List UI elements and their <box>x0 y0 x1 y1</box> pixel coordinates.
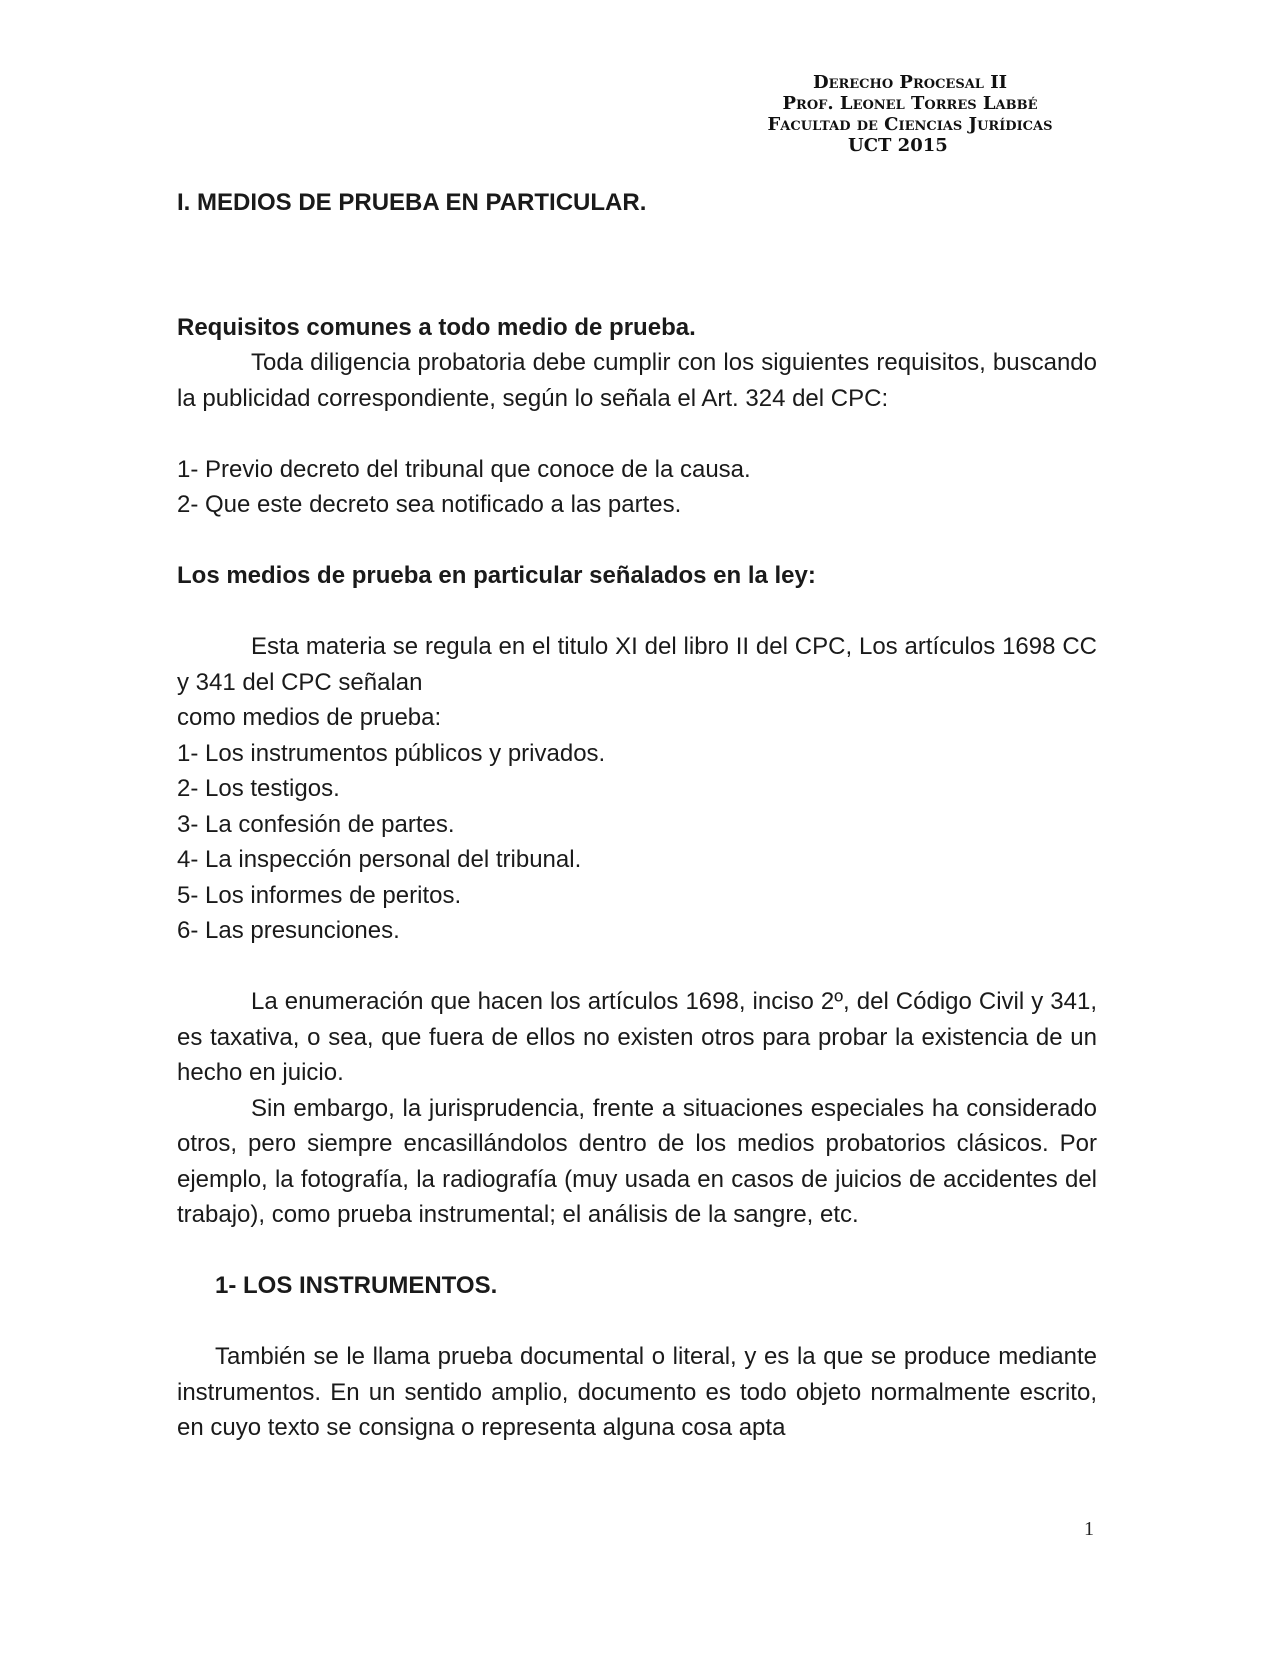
instrumentos-paragraph: También se le llama prueba documental o literal, y es la que se produce mediante instrumentos. En un sentido amplio, documento es todo objeto normalmente escrito, en cuyo texto se consigna o representa alguna cosa apta <box>177 1343 1097 1441</box>
medios-heading: Los medios de prueba en particular señalados en la ley: <box>177 562 816 589</box>
medios-item-5: 5- Los informes de peritos. <box>177 881 462 909</box>
instrumentos-heading: 1- LOS INSTRUMENTOS. <box>215 1272 498 1299</box>
page-title: I. MEDIOS DE PRUEBA EN PARTICULAR. <box>177 189 647 216</box>
header-university-year: UCT 2015 <box>848 135 948 156</box>
medios-intro-cont: como medios de prueba: <box>177 704 442 731</box>
requisitos-heading: Requisitos comunes a todo medio de prueba. <box>177 313 696 341</box>
document-body <box>177 185 1097 1446</box>
medios-item-4: 4- La inspección personal del tribunal. <box>177 846 582 873</box>
requisitos-item-1: 1- Previo decreto del tribunal que conoce de la causa. <box>177 455 751 483</box>
medios-paragraph-1: La enumeración que hacen los artículos 1698, inciso 2º, del Código Civil y 341, es taxativa, o sea, que fuera de ellos no existen otros para probar la existencia de un hecho en juicio. <box>177 988 1097 1086</box>
medios-item-1: 1- Los instrumentos públicos y privados. <box>177 739 606 767</box>
medios-item-2: 2- Los testigos. <box>177 775 340 802</box>
medios-item-6: 6- Las presunciones. <box>177 917 400 944</box>
medios-intro: Esta materia se regula en el titulo XI del libro II del CPC, Los artículos 1698 CC y 341 del CPC señalan <box>177 633 1097 696</box>
medios-item-3: 3- La confesión de partes. <box>177 810 455 838</box>
header-professor: Prof. Leonel Torres Labbé <box>782 93 1038 114</box>
medios-paragraph-2: Sin embargo, la jurisprudencia, frente a situaciones especiales ha considerado otros, pero siempre encasillándolos dentro de los medios probatorios clásicos. Por ejemplo, la fotografía, la radiografía (muy usada en casos de juicios de accidentes del trabajo), como prueba instrumental; el análisis de la sangre, etc. <box>177 1094 1097 1228</box>
requisitos-item-2: 2- Que este decreto sea notificado a las partes. <box>177 491 682 518</box>
requisitos-intro: Toda diligencia probatoria debe cumplir con los siguientes requisitos, buscando la publicidad correspondiente, según lo señala el Art. 324 del CPC: <box>177 349 1097 412</box>
document-header <box>700 72 1120 156</box>
header-course: Derecho Procesal II <box>812 72 1008 93</box>
header-faculty: Facultad de Ciencias Jurídicas <box>767 114 1053 135</box>
page-number: 1 <box>1084 1518 1094 1540</box>
